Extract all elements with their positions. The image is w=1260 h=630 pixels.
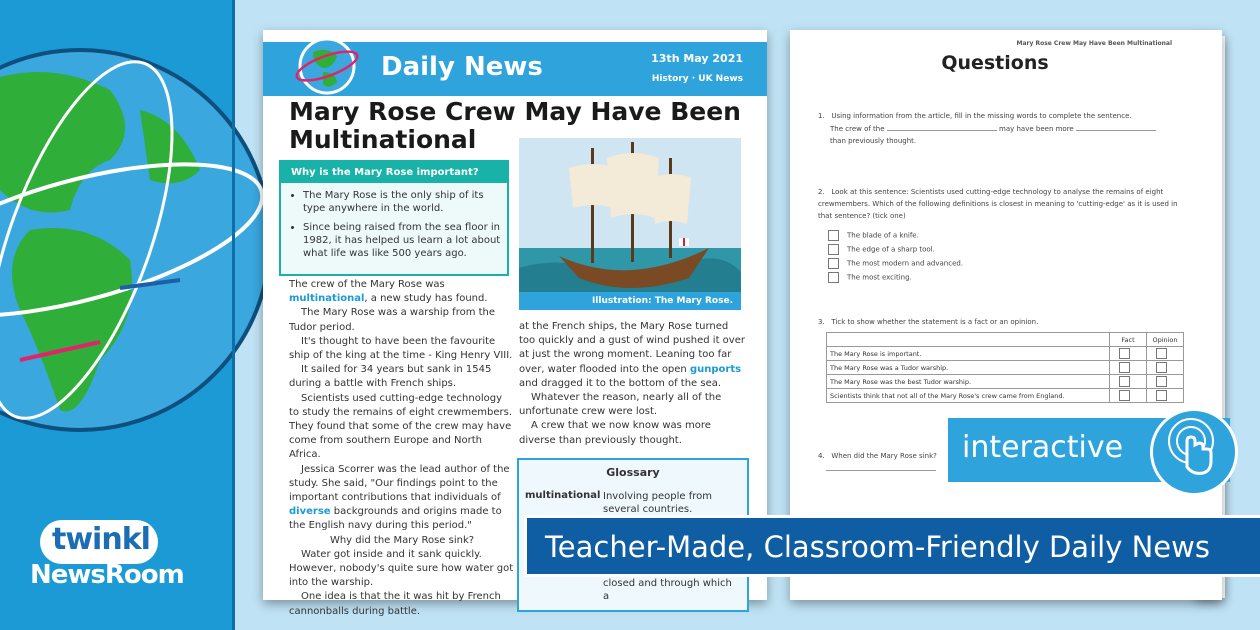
checkbox[interactable] bbox=[1119, 362, 1130, 373]
news-date: 13th May 2021 bbox=[651, 52, 743, 65]
option-item[interactable]: The most modern and advanced. bbox=[828, 258, 963, 269]
article-text: , a new study has found. bbox=[364, 293, 488, 305]
question-text: Tick to show whether the statement is a fact or an opinion. bbox=[831, 318, 1039, 326]
checkbox[interactable] bbox=[1119, 376, 1130, 387]
tap-hand-icon[interactable] bbox=[1150, 408, 1238, 496]
question-text: The crew of the bbox=[830, 125, 885, 133]
checkbox[interactable] bbox=[1156, 348, 1167, 359]
twinkl-logo: twinkl bbox=[52, 522, 150, 557]
question-4: 4. When did the Mary Rose sink? bbox=[818, 452, 937, 460]
question-3: 3. Tick to show whether the statement is a fact or an opinion. bbox=[818, 318, 1039, 326]
checkbox[interactable] bbox=[1156, 376, 1167, 387]
article-paragraph: One idea is that the it was hit by French cannonballs during battle. bbox=[289, 591, 501, 617]
checkbox[interactable] bbox=[828, 258, 839, 269]
question-text: may have been more bbox=[999, 125, 1074, 133]
table-row: The Mary Rose is important. bbox=[827, 347, 1184, 361]
checkbox[interactable] bbox=[828, 272, 839, 283]
table-row: The Mary Rose was a Tudor warship. bbox=[827, 361, 1184, 375]
table-header: Opinion bbox=[1147, 333, 1184, 347]
checkbox[interactable] bbox=[828, 230, 839, 241]
question-text: Look at this sentence: Scientists used cutting-edge technology to analyse the remains of eight crewmembers. Which of the following definitions is closest in meaning to 'cutting-edge' as it is used in that sentence? (tick one) bbox=[818, 188, 1178, 220]
glossary-title: Glossary bbox=[606, 466, 660, 479]
table-row: Scientists think that not all of the Mary Rose's crew came from England. bbox=[827, 389, 1184, 403]
keyword-link[interactable]: gunports bbox=[689, 363, 742, 375]
article-paragraph: A crew that we now know was more diverse than previously thought. bbox=[519, 420, 711, 446]
article-column-1 bbox=[289, 278, 515, 619]
question-text: When did the Mary Rose sink? bbox=[831, 452, 937, 460]
newsroom-logo: NewsRoom bbox=[30, 560, 184, 590]
questions-title: Questions bbox=[941, 52, 1049, 74]
checkbox[interactable] bbox=[828, 244, 839, 255]
globe-illustration bbox=[0, 20, 260, 460]
article-paragraph: Water got inside and it sank quickly. However, nobody's quite sure how water got into the warship. bbox=[289, 548, 514, 589]
article-paragraph: It's thought to have been the favourite ship of the king at the time - King Henry VIII. bbox=[289, 335, 513, 362]
keyword-link[interactable]: diverse bbox=[289, 506, 331, 518]
article-text: backgrounds and origins made to the English navy during this period." bbox=[289, 506, 502, 532]
interactive-label: interactive bbox=[962, 430, 1124, 465]
article-paragraph: Whatever the reason, nearly all of the unfortunate crew were lost. bbox=[519, 392, 722, 418]
answer-line[interactable] bbox=[887, 122, 997, 131]
checkbox[interactable] bbox=[1119, 348, 1130, 359]
article-text: Jessica Scorrer was the lead author of the study. She said, "Our findings point to the important contributions that individuals of bbox=[289, 463, 510, 504]
article-text: and dragged it to the bottom of the sea. bbox=[519, 377, 722, 389]
globe-logo-icon bbox=[293, 34, 361, 98]
article-subheading: Why did the Mary Rose sink? bbox=[329, 534, 475, 546]
glossary-definition: closed and through which a bbox=[603, 578, 732, 602]
info-bullet: • Since being raised from the sea floor in 1982, it has helped us learn a lot about what life was like 500 years ago. bbox=[303, 221, 501, 260]
questions-corner-title: Mary Rose Crew May Have Been Multinational bbox=[1016, 40, 1172, 47]
panel-divider bbox=[232, 0, 235, 630]
option-item[interactable]: The blade of a knife. bbox=[828, 230, 919, 241]
glossary-definition: Involving people from several countries. bbox=[603, 491, 713, 515]
image-caption: Illustration: The Mary Rose. bbox=[519, 292, 741, 310]
article-paragraph: It sailed for 34 years but sank in 1545 during a battle with French ships. bbox=[289, 364, 492, 390]
banner-text: Teacher-Made, Classroom-Friendly Daily News bbox=[545, 530, 1210, 564]
info-bullet: • The Mary Rose is the only ship of its type anywhere in the world. bbox=[303, 189, 501, 215]
table-header: Fact bbox=[1110, 333, 1147, 347]
left-brand-panel bbox=[0, 0, 232, 630]
checkbox[interactable] bbox=[1119, 390, 1130, 401]
option-item[interactable]: The most exciting. bbox=[828, 272, 912, 283]
checkbox[interactable] bbox=[1156, 390, 1167, 401]
answer-line[interactable] bbox=[826, 470, 936, 471]
answer-line[interactable] bbox=[1076, 122, 1156, 131]
question-text: Using information from the article, fill in the missing words to complete the sentence. bbox=[831, 112, 1132, 120]
article-headline: Mary Rose Crew May Have Been Multinational bbox=[289, 97, 741, 154]
fact-opinion-table bbox=[826, 332, 1184, 403]
question-2: 2. Look at this sentence: Scientists used cutting-edge technology to analyse the remains of eight crewmembers. Which of the following definitions is closest in meaning to 'cutting-edge' as it is used in that sentence? (tick one) bbox=[818, 188, 1178, 220]
article-text: The crew of the Mary Rose was bbox=[289, 279, 445, 290]
article-text: at the French ships, the Mary Rose turned too quickly and a gust of wind pushed it over at just the wrong moment. Leaning too far over, water flooded into the open bbox=[519, 321, 745, 375]
article-paragraph: The Mary Rose was a warship from the Tudor period. bbox=[289, 307, 496, 333]
ship-illustration bbox=[519, 138, 741, 310]
glossary-term: multinational bbox=[525, 490, 601, 501]
question-text: than previously thought. bbox=[830, 137, 917, 145]
info-box bbox=[279, 160, 509, 276]
news-categories: History · UK News bbox=[651, 74, 743, 84]
info-box-title: Why is the Mary Rose important? bbox=[281, 162, 507, 183]
option-item[interactable]: The edge of a sharp tool. bbox=[828, 244, 935, 255]
table-row: The Mary Rose was the best Tudor warship. bbox=[827, 375, 1184, 389]
news-header-title: Daily News bbox=[381, 52, 543, 82]
article-column-2 bbox=[519, 320, 745, 448]
tagline-banner bbox=[524, 515, 1260, 577]
checkbox[interactable] bbox=[1156, 362, 1167, 373]
pointer-hand-icon bbox=[1153, 411, 1235, 493]
article-paragraph: Scientists used cutting-edge technology to study the remains of eight crewmembers. They found that some of the crew may have come from southern Europe and North Africa. bbox=[289, 392, 513, 461]
keyword-link[interactable]: multinational bbox=[289, 293, 365, 305]
question-1: 1. Using information from the article, fill in the missing words to complete the sentence. The crew of the may have been more than previously thought. bbox=[818, 110, 1188, 147]
